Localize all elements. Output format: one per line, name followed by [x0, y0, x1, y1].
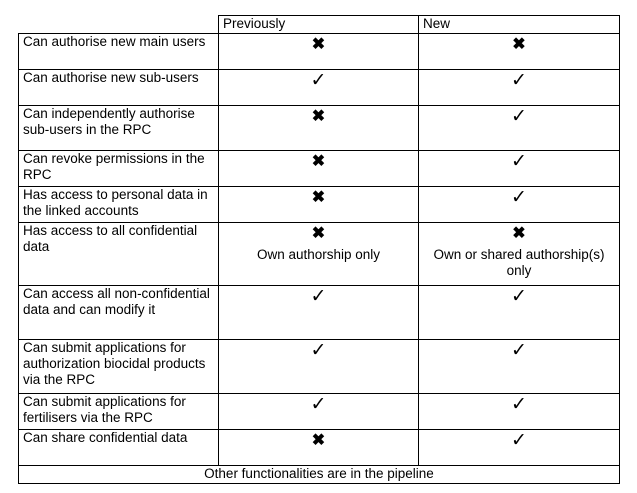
cross-icon: ✖: [311, 153, 326, 170]
cell-new: [419, 430, 620, 466]
row-label: Can submit applications for fertilisers via the RPC: [19, 394, 219, 430]
cross-icon: ✖: [311, 36, 326, 53]
cell-note: Own or shared authorship(s) only: [433, 247, 605, 278]
table-row: [19, 151, 620, 187]
table-row: [19, 70, 620, 106]
table-row: [19, 106, 620, 151]
cell-new: [419, 34, 620, 70]
cell-previously: [219, 394, 419, 430]
footer-note: Other functionalities are in the pipeline: [19, 466, 620, 484]
cross-icon: ✖: [512, 36, 526, 53]
cell-previously: [219, 340, 419, 394]
cell-new: [419, 187, 620, 223]
table-row: [19, 187, 620, 223]
row-label: Can authorise new main users: [19, 34, 219, 70]
header-new: New: [419, 16, 620, 34]
check-icon: ✓: [511, 70, 527, 91]
check-icon: ✓: [511, 340, 527, 361]
cell-previously: [219, 151, 419, 187]
cell-new: [419, 394, 620, 430]
header-row: [19, 16, 620, 34]
row-label: Has access to all confidential data: [19, 223, 219, 286]
cell-new: [419, 286, 620, 340]
cell-new: [419, 70, 620, 106]
table-body: [19, 34, 620, 466]
cross-icon: ✖: [311, 108, 326, 125]
cell-new: [419, 106, 620, 151]
check-icon: ✓: [310, 394, 327, 415]
row-label: Can access all non-confidential data and can modify it: [19, 286, 219, 340]
table-row: [19, 430, 620, 466]
cell-previously: [219, 223, 419, 286]
row-label: Can submit applications for authorization biocidal products via the RPC: [19, 340, 219, 394]
cell-previously: [219, 34, 419, 70]
table-row: [19, 223, 620, 286]
check-icon: ✓: [511, 151, 527, 172]
check-icon: ✓: [310, 70, 327, 91]
check-icon: ✓: [310, 340, 327, 361]
check-icon: ✓: [511, 286, 527, 307]
row-label: Can revoke permissions in the RPC: [19, 151, 219, 187]
cell-note: Own authorship only: [256, 247, 381, 262]
check-icon: ✓: [310, 286, 327, 307]
cell-previously: [219, 70, 419, 106]
table-row: [19, 394, 620, 430]
table-row: [19, 286, 620, 340]
check-icon: ✓: [511, 430, 527, 451]
cell-new: [419, 151, 620, 187]
cross-icon: ✖: [311, 189, 326, 206]
row-label: Has access to personal data in the linked accounts: [19, 187, 219, 223]
check-icon: ✓: [511, 187, 527, 208]
cross-icon: ✖: [311, 225, 326, 242]
check-icon: ✓: [511, 106, 527, 127]
comparison-table: [18, 15, 620, 484]
cross-icon: ✖: [311, 432, 326, 449]
check-icon: ✓: [511, 394, 527, 415]
table-row: [19, 34, 620, 70]
row-label: Can independently authorise sub-users in the RPC: [19, 106, 219, 151]
cross-icon: ✖: [512, 225, 526, 242]
cell-previously: [219, 187, 419, 223]
table-row: [19, 340, 620, 394]
cell-new: [419, 223, 620, 286]
header-blank: [19, 16, 219, 34]
cell-previously: [219, 286, 419, 340]
cell-previously: [219, 106, 419, 151]
header-previously: Previously: [219, 16, 419, 34]
cell-new: [419, 340, 620, 394]
cell-previously: [219, 430, 419, 466]
footer-row: [19, 466, 620, 484]
row-label: Can authorise new sub-users: [19, 70, 219, 106]
row-label: Can share confidential data: [19, 430, 219, 466]
